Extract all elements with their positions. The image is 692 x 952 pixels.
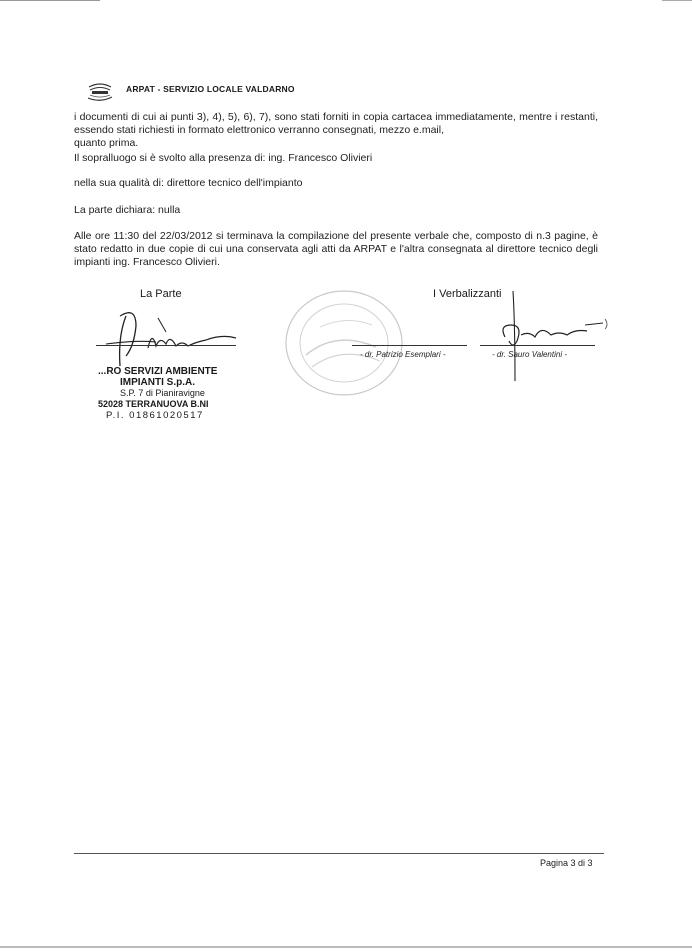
scan-edge-top-right bbox=[662, 0, 692, 1]
officer-1-signature-line bbox=[352, 345, 467, 346]
letterhead-title: ARPAT - SERVIZIO LOCALE VALDARNO bbox=[126, 84, 295, 94]
officers-label: I Verbalizzanti bbox=[433, 288, 502, 300]
company-stamp-line-5: P.I. 01861020517 bbox=[106, 410, 204, 421]
officer-handwritten-signature bbox=[495, 285, 615, 385]
letterhead bbox=[86, 78, 506, 104]
scan-edge-bottom bbox=[0, 946, 692, 948]
arpat-logo-icon bbox=[86, 78, 114, 104]
party-label: La Parte bbox=[140, 288, 182, 300]
party-handwritten-signature bbox=[96, 296, 246, 376]
officer-1-name: - dr. Patrizio Esemplari - bbox=[360, 350, 446, 359]
footer-divider bbox=[74, 853, 604, 854]
closing-paragraph: Alle ore 11:30 del 22/03/2012 si terminava la compilazione del presente verbale che, composto di n.3 pagine, è stato redatto in due copie di cui una conservata agli atti da ARPAT e l'altra consegnata al direttore tecnico degli impianti ing. Francesco Olivieri. bbox=[74, 230, 598, 269]
company-stamp-line-1: ...RO SERVIZI AMBIENTE bbox=[98, 366, 218, 377]
scan-edge-top bbox=[0, 0, 100, 1]
company-stamp bbox=[98, 366, 258, 421]
officer-2-signature-line bbox=[480, 345, 595, 346]
page-number: Pagina 3 di 3 bbox=[540, 858, 593, 868]
qualita-line: nella sua qualità di: direttore tecnico dell'impianto bbox=[74, 177, 303, 189]
dichiara-line: La parte dichiara: nulla bbox=[74, 204, 181, 216]
paragraph-documents-text: i documenti di cui ai punti 3), 4), 5), 6), 7), sono stati forniti in copia cartacea immediatamente, mentre i restanti, essendo stati richiesti in formato elettronico verranno consegnati, mezzo e.mail, bbox=[74, 111, 598, 137]
company-stamp-line-3: S.P. 7 di Pianiravigne bbox=[120, 388, 205, 398]
company-stamp-line-4: 52028 TERRANUOVA B.NI bbox=[98, 399, 209, 409]
sopralluogo-line: Il sopralluogo si è svolto alla presenza di: ing. Francesco Olivieri bbox=[74, 152, 373, 164]
paragraph-documents-last: quanto prima. bbox=[74, 137, 139, 150]
officer-2-name: - dr. Sauro Valentini - bbox=[492, 350, 567, 359]
paragraph-documents bbox=[74, 111, 598, 151]
company-stamp-line-2: IMPIANTI S.p.A. bbox=[120, 377, 195, 388]
party-signature-line bbox=[96, 345, 236, 346]
